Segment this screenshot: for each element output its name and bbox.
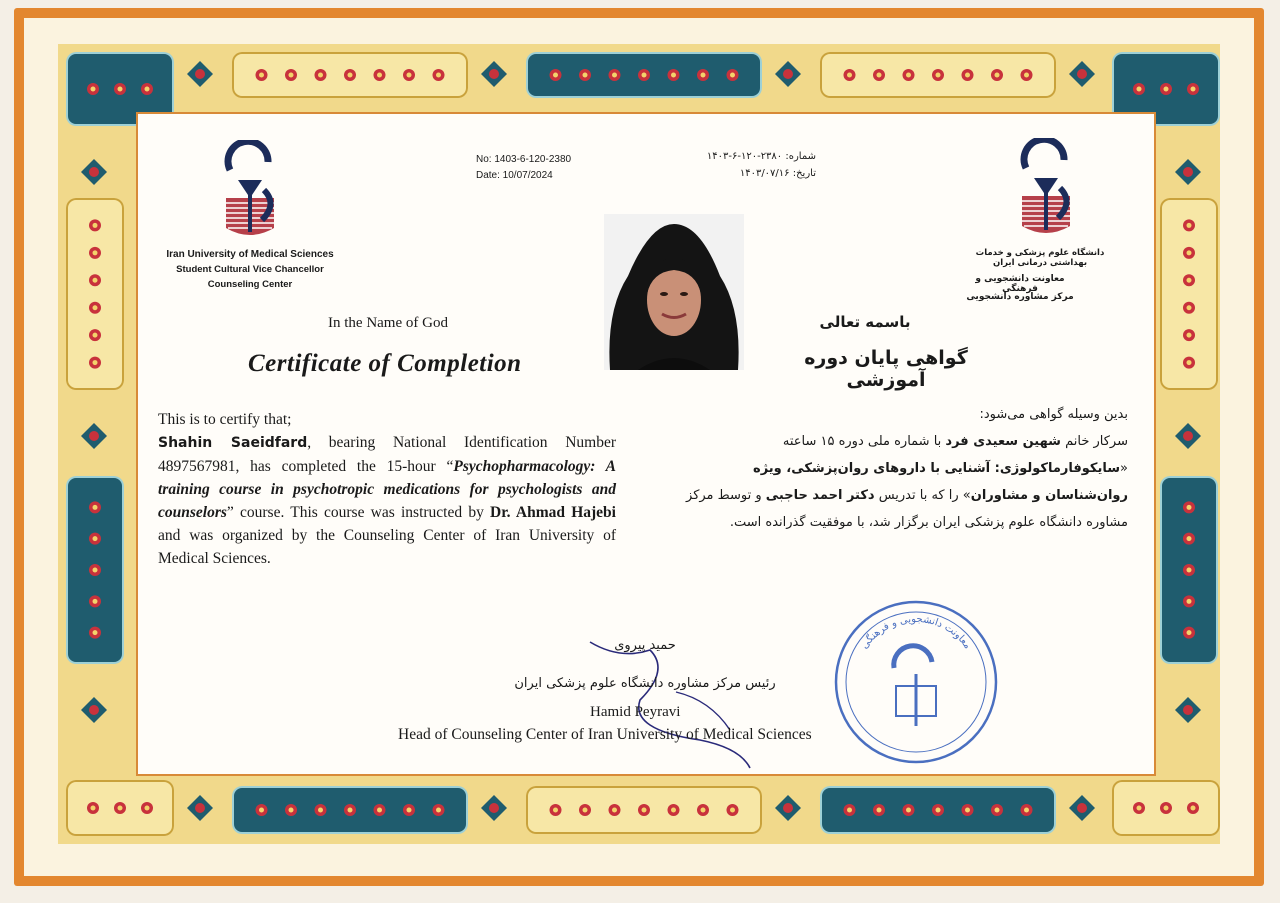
university-logo-right xyxy=(1014,138,1078,242)
border-cartouche xyxy=(66,476,124,664)
signatory-name-en: Hamid Peyravi xyxy=(590,704,681,720)
signatory-title-en: Head of Counseling Center of Iran University of Medical Sciences xyxy=(398,726,812,743)
border-cartouche xyxy=(232,52,468,98)
certificate-title-en: Certificate of Completion xyxy=(248,350,522,377)
border-diamond-ornament xyxy=(80,422,108,450)
border-cartouche xyxy=(232,786,468,834)
ref-number-en: No: 1403-6-120-2380 xyxy=(476,154,572,165)
border-cartouche xyxy=(820,786,1056,834)
stamp-text: معاونت دانشجویی و فرهنگی xyxy=(859,613,973,652)
body-fa-seg1: سرکار خانم xyxy=(1060,434,1128,449)
recipient-photo xyxy=(604,214,744,370)
right-header-vice-chancellor: معاونت دانشجویی و فرهنگی xyxy=(975,274,1065,294)
university-logo-left xyxy=(218,140,282,244)
border-diamond-ornament xyxy=(774,794,802,822)
left-header-center: Counseling Center xyxy=(207,279,293,290)
official-stamp xyxy=(832,598,1000,766)
god-invocation-fa: باسمه تعالی xyxy=(819,313,911,331)
border-diamond-ornament xyxy=(774,60,802,88)
signatory-title-fa: رئیس مرکز مشاوره دانشگاه علوم پزشکی ایران xyxy=(514,676,776,691)
certificate-title-fa: گواهی پایان دوره آموزشی xyxy=(804,347,968,391)
border-diamond-ornament xyxy=(1068,60,1096,88)
body-fa-seg4: و توسط مرکز مشاوره دانشگاه علوم پزشکی ایران برگزار شد، با موفقیت گذرانده است. xyxy=(686,488,1128,530)
instructor-name-en: Dr. Ahmad Hajebi xyxy=(490,504,616,521)
body-fa xyxy=(672,401,1128,536)
border-diamond-ornament xyxy=(480,794,508,822)
body-en-seg1: , bearing National Identification Number 4897567981, has completed the 15-hour “ xyxy=(158,434,616,475)
border-diamond-ornament xyxy=(186,60,214,88)
body-en xyxy=(158,408,616,570)
right-header-university: دانشگاه علوم پزشکی و خدمات بهداشتی درمانی ایران xyxy=(975,248,1105,268)
body-fa-seg3: » را که با تدریس xyxy=(874,488,971,503)
border-cartouche xyxy=(1112,780,1220,836)
body-en-seg2: ” course. This course was instructed by xyxy=(226,504,491,521)
recipient-name-en: Shahin Saeidfard xyxy=(158,435,308,451)
left-header-vice-chancellor: Student Cultural Vice Chancellor xyxy=(176,264,324,275)
border-cartouche xyxy=(66,198,124,390)
body-en-intro: This is to certify that; xyxy=(158,411,292,428)
border-diamond-ornament xyxy=(1174,422,1202,450)
signatory-name-fa: حمید پیروی xyxy=(614,638,676,653)
course-name-en: Psychopharmacology: A training course in psychotropic medications for psychologists and counselors xyxy=(158,458,616,521)
god-invocation-en: In the Name of God xyxy=(328,315,448,331)
body-en-seg3: and was organized by the Counseling Center of Iran University of Medical Sciences. xyxy=(158,527,616,567)
border-diamond-ornament xyxy=(480,60,508,88)
instructor-name-fa: دکتر احمد حاجبی xyxy=(765,488,875,503)
right-header-center: مرکز مشاوره دانشجویی xyxy=(966,292,1074,302)
border-diamond-ornament xyxy=(1068,794,1096,822)
border-diamond-ornament xyxy=(1174,696,1202,724)
border-diamond-ornament xyxy=(80,158,108,186)
recipient-name-fa: شهین سعیدی فرد xyxy=(945,434,1061,449)
border-cartouche xyxy=(66,780,174,836)
border-diamond-ornament xyxy=(1174,158,1202,186)
left-header-university: Iran University of Medical Sciences xyxy=(166,249,334,260)
body-fa-seg2: با شماره ملی دوره ۱۵ ساعته « xyxy=(782,434,1128,476)
ref-date-en: Date: 10/07/2024 xyxy=(476,170,553,181)
border-cartouche xyxy=(526,52,762,98)
ref-date-fa: تاریخ: ۱۴۰۳/۰۷/۱۶ xyxy=(739,168,816,179)
ref-number-fa: شماره: ۲۳۸۰-۱۲۰-۶-۱۴۰۳ xyxy=(706,151,816,162)
border-cartouche xyxy=(820,52,1056,98)
border-cartouche xyxy=(1160,198,1218,390)
border-diamond-ornament xyxy=(186,794,214,822)
border-cartouche xyxy=(1160,476,1218,664)
body-fa-intro: بدین وسیله گواهی می‌شود: xyxy=(979,407,1128,422)
border-cartouche xyxy=(526,786,762,834)
border-diamond-ornament xyxy=(80,696,108,724)
course-name-fa: سایکوفارماکولوژی: آشنایی با داروهای روان‌پزشکی، ویژه روان‌شناسان و مشاوران xyxy=(753,461,1128,503)
